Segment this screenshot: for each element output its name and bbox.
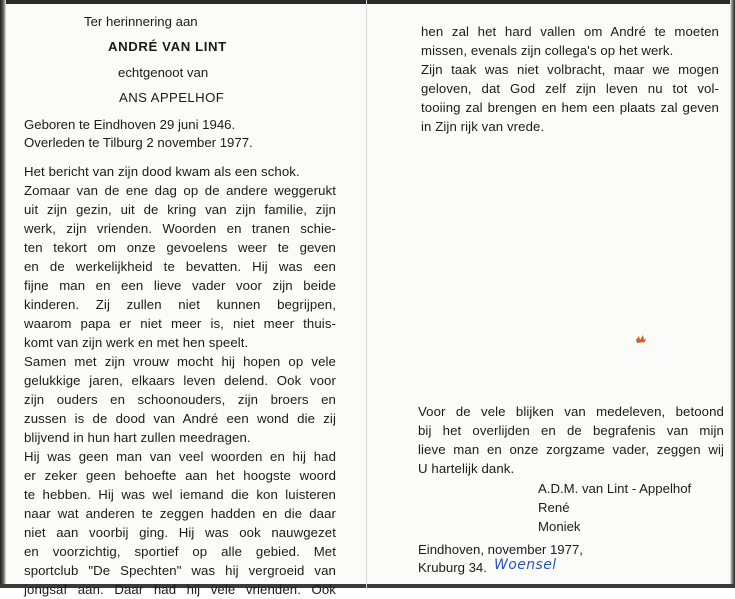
scan-edge-left bbox=[0, 0, 6, 588]
spouse-name: ANS APPELHOF bbox=[119, 90, 225, 105]
continuation-text-line: Zijn taak was niet volbracht, maar we mogen bbox=[421, 62, 719, 77]
deceased-name: ANDRÉ VAN LINT bbox=[108, 39, 227, 54]
signature-child-1: René bbox=[538, 500, 570, 515]
ink-stain bbox=[635, 331, 647, 341]
remembrance-line: Ter herinnering aan bbox=[84, 14, 198, 29]
signature-child-2: Moniek bbox=[538, 519, 581, 534]
obituary-text-line: Zomaar van de ene dag op de andere weggerukt bbox=[24, 183, 336, 198]
obituary-text-line: jongsaf aan. Daar had hij vele vrienden. Ook bbox=[24, 582, 336, 597]
scan-edge-right bbox=[730, 0, 735, 588]
obituary-text-line: werk, zijn vrienden. Woorden en tranen schie- bbox=[24, 221, 336, 236]
center-fold bbox=[366, 0, 367, 588]
signature-family: A.D.M. van Lint - Appelhof bbox=[538, 481, 692, 496]
obituary-continuation bbox=[421, 22, 719, 136]
place-date: Eindhoven, november 1977, bbox=[418, 542, 583, 557]
continuation-text-line: missen, evenals zijn collega's op het werk. bbox=[421, 43, 674, 58]
obituary-text-line: sportclub "De Spechten" was hij vergroeid van bbox=[24, 563, 336, 578]
death-line: Overleden te Tilburg 2 november 1977. bbox=[24, 135, 253, 150]
obituary-text-line: komt van zijn werk en met hen speelt. bbox=[24, 335, 249, 350]
obituary-text-line: kinderen. Zij zullen niet kunnen begrijpen, bbox=[24, 297, 336, 312]
thanks-text-line: lieve man en onze zorgzame vader, zeggen wij bbox=[418, 442, 724, 457]
thanks-text-line: Voor de vele blijken van medeleven, betoond bbox=[418, 404, 724, 419]
thanks-text-line: U hartelijk dank. bbox=[418, 461, 515, 476]
continuation-text-line: geloven, dat God zelf zijn leven nu tot vol- bbox=[421, 81, 719, 96]
obituary-text-line: Hij was geen man van veel woorden en hij had bbox=[24, 449, 336, 464]
handwritten-note: Woensel bbox=[494, 557, 557, 573]
obituary-text-line: zussen is de dood van André een wond die zij bbox=[24, 411, 336, 426]
obituary-text-line: zijn ouders en schoonouders, zijn broers en bbox=[24, 392, 336, 407]
obituary-text-line: fijne man en een lieve vader voor zijn beide bbox=[24, 278, 336, 293]
obituary-text bbox=[24, 162, 336, 599]
continuation-text-line: tooiing zal brengen en hem een plaats zal geven bbox=[421, 100, 719, 115]
obituary-text-line: blijvend in hun hart zullen meedragen. bbox=[24, 430, 251, 445]
obituary-text-line: en voorzichtig, sportief op alle gebied. Met bbox=[24, 544, 336, 559]
obituary-text-line: Het bericht van zijn dood kwam als een schok. bbox=[24, 164, 300, 179]
thanks-text-line: bij het overlijden en de begrafenis van mijn bbox=[418, 423, 724, 438]
obituary-text-line: gelukkige jaren, elkaars leven delend. Ook voor bbox=[24, 373, 336, 388]
scan-edge-top bbox=[0, 0, 735, 4]
obituary-text-line: ten tekort om onze gevoelens weer te geven bbox=[24, 240, 336, 255]
obituary-text-line: te hebben. Hij was wel iemand die kon luisteren bbox=[24, 487, 336, 502]
obituary-text-line: waarom papa er niet meer is, niet meer thuis- bbox=[24, 316, 336, 331]
address: Kruburg 34. bbox=[418, 560, 487, 575]
obituary-text-line: en de werkelijkheid te bevatten. Hij was een bbox=[24, 259, 336, 274]
obituary-text-line: uit zijn gezin, uit de kring van zijn familie, zijn bbox=[24, 202, 336, 217]
obituary-text-line: naar wat anderen te zeggen hadden en die daar bbox=[24, 506, 336, 521]
thanks-text bbox=[418, 402, 724, 478]
obituary-text-line: er zeker geen behoefte aan het hoogste woord bbox=[24, 468, 336, 483]
continuation-text-line: hen zal het hard vallen om André te moeten bbox=[421, 24, 719, 39]
obituary-text-line: Samen met zijn vrouw mocht hij hopen op vele bbox=[24, 354, 336, 369]
birth-line: Geboren te Eindhoven 29 juni 1946. bbox=[24, 117, 236, 132]
spouse-label: echtgenoot van bbox=[118, 65, 209, 80]
continuation-text-line: in Zijn rijk van vrede. bbox=[421, 119, 545, 134]
obituary-text-line: niet aan voorbij ging. Hij was ook nauwgezet bbox=[24, 525, 336, 540]
